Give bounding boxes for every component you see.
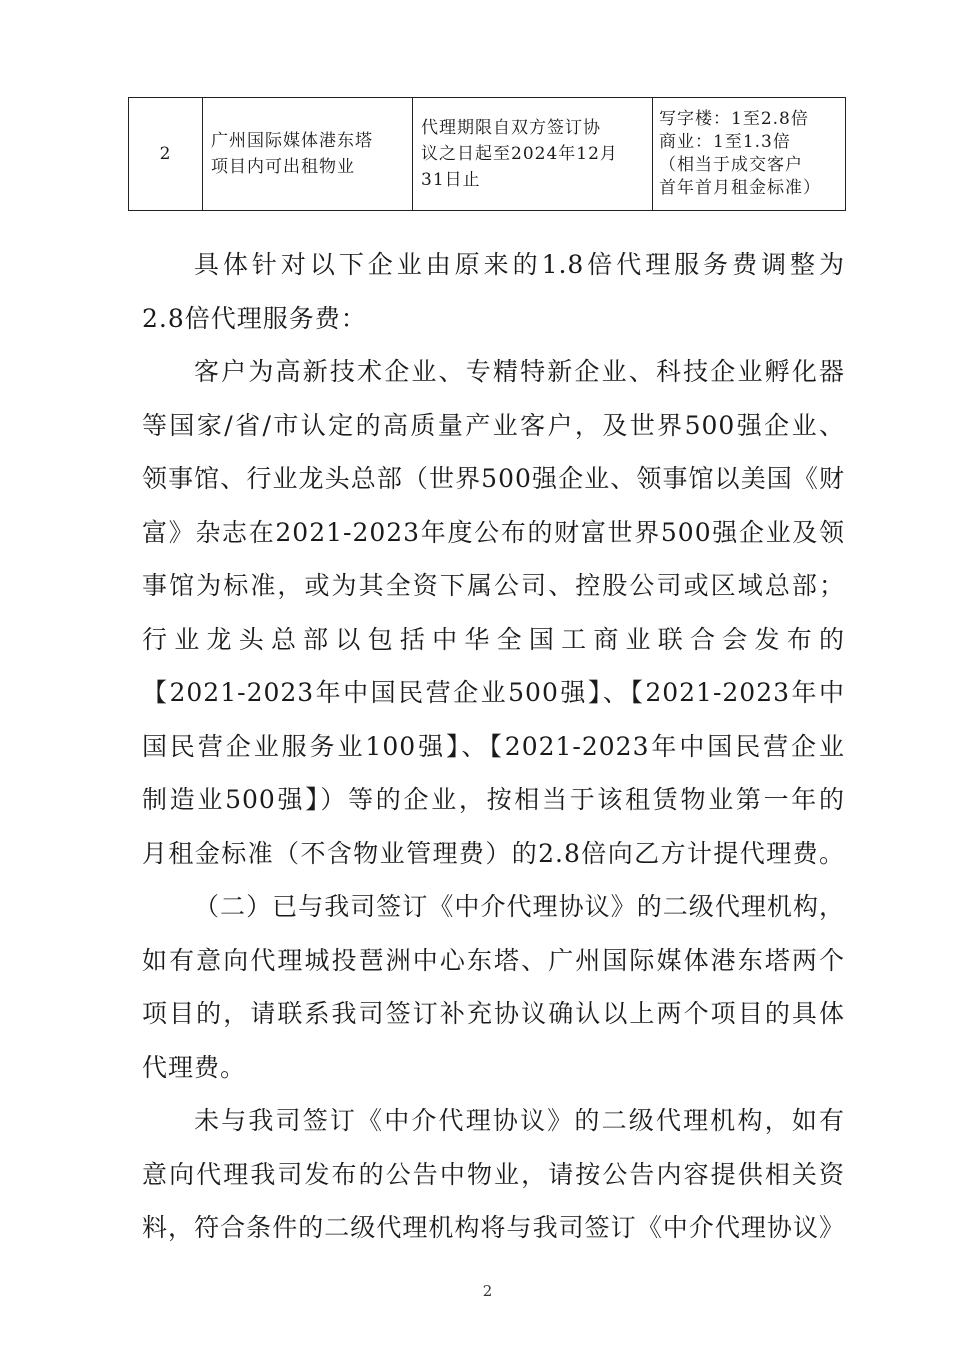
fee-line: （相当于成交客户 xyxy=(659,155,803,175)
body-line: 等国家/省/市认定的高质量产业客户，及世界500强企业、 xyxy=(142,410,845,440)
fee-line: 商业：1至1.3倍 xyxy=(659,132,791,152)
body-line: （二）已与我司签订《中介代理协议》的二级代理机构， xyxy=(194,892,845,921)
body-line: 意向代理我司发布的公告中物业，请按公告内容提供相关资 xyxy=(142,1159,845,1189)
body-line: 富》杂志在2021-2023年度公布的财富世界500强企业及领 xyxy=(142,517,845,547)
body-line: 事馆为标准，或为其全资下属公司、控股公司或区域总部； xyxy=(142,571,845,600)
body-line: 如有意向代理城投琶洲中心东塔、广州国际媒体港东塔两个 xyxy=(142,945,845,975)
agency-fee-table xyxy=(128,97,846,211)
fee-line: 首年首月租金标准） xyxy=(659,178,821,198)
body-line: 料，符合条件的二级代理机构将与我司签订《中介代理协议》 xyxy=(142,1213,845,1242)
body-line: 具体针对以下企业由原来的1.8倍代理服务费调整为 xyxy=(194,250,845,279)
body-line: 代理费。 xyxy=(142,1052,247,1082)
body-line: 制造业500强】）等的企业，按相当于该租赁物业第一年的 xyxy=(142,785,845,814)
body-line: 行业龙头总部以包括中华全国工商业联合会发布的 xyxy=(142,624,845,654)
term-line: 议之日起至2024年12月 xyxy=(421,144,618,164)
body-line: 月租金标准（不含物业管理费）的2.8倍向乙方计提代理费。 xyxy=(142,838,845,868)
table-row xyxy=(129,98,846,211)
body-line: 未与我司签订《中介代理协议》的二级代理机构，如有 xyxy=(194,1106,845,1135)
page-number: 2 xyxy=(482,1282,493,1300)
agency-term-cell xyxy=(413,98,653,211)
body-line: 领事馆、行业龙头总部（世界500强企业、领事馆以美国《财 xyxy=(142,464,845,493)
body-line: 项目的，请联系我司签订补充协议确认以上两个项目的具体 xyxy=(142,999,845,1028)
body-line: 【2021-2023年中国民营企业500强】、【2021-2023年中 xyxy=(142,678,845,707)
row-number-cell: 2 xyxy=(129,98,203,211)
body-line: 国民营企业服务业100强】、【2021-2023年中国民营企业 xyxy=(142,731,845,761)
body-text xyxy=(142,238,845,1255)
fee-line: 写字楼：1至2.8倍 xyxy=(659,109,809,129)
agency-fee-cell xyxy=(653,98,846,211)
project-line: 广州国际媒体港东塔 xyxy=(211,131,373,151)
project-cell xyxy=(203,98,413,211)
term-line: 31日止 xyxy=(421,170,481,190)
project-line: 项目内可出租物业 xyxy=(211,157,355,177)
term-line: 代理期限自双方签订协 xyxy=(421,118,601,138)
body-line: 客户为高新技术企业、专精特新企业、科技企业孵化器 xyxy=(194,357,845,386)
body-line: 2.8倍代理服务费： xyxy=(142,303,367,333)
